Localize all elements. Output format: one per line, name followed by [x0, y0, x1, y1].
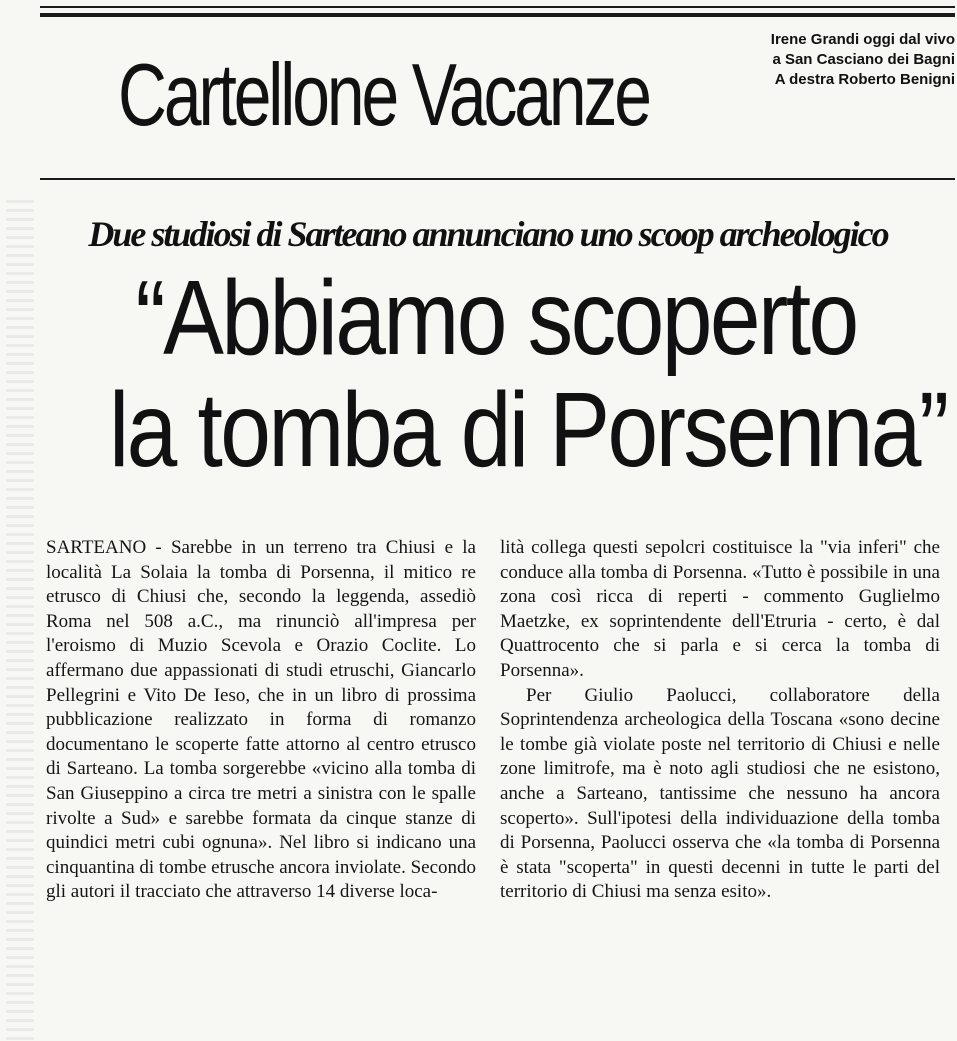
photo-caption-line: a San Casciano dei Bagni [772, 51, 955, 68]
article-deck: Due studiosi di Sarteano annunciano uno scoop archeologico [88, 214, 888, 254]
scan-margin-shadow [6, 200, 34, 1040]
top-rule-thick [40, 13, 955, 17]
headline-line: “Abbiamo scoperto [135, 259, 857, 377]
headline-line: la tomba di Porsenna” [109, 371, 947, 489]
photo-caption-line: A destra Roberto Benigni [774, 71, 955, 88]
article-paragraph: Per Giulio Paolucci, collaboratore della Soprintendenza archeologica della Toscana «sono decine le tombe già violate poste nel territorio di Chiusi e nelle zone limitrofe, ma è noto agli studiosi che ne esistono, anche a Sarteano, tantissime che nessuno ha ancora scoperto». Sull'ipotesi della individuazione della tomba di Porsenna, Paolucci osserva che «la tomba di Porsenna è stata "scoperta" in questi decenni in tutte le parti del territorio di Chiusi ma senza esito». [500, 684, 940, 903]
article-column-left [46, 536, 476, 905]
section-title: Cartellone Vacanze [118, 45, 649, 144]
article-column-right [500, 536, 940, 905]
photo-caption-line: Irene Grandi oggi dal vivo [770, 31, 955, 48]
article-headline [46, 259, 947, 489]
section-divider [40, 178, 955, 180]
photo-caption [690, 30, 955, 90]
article-paragraph: lità collega questi sepolcri costituisce la "via inferi" che conduce alla tomba di Porsenna. «Tutto è possibile in una zona così ricca di reperti - commento Guglielmo Maetzke, ex soprintendente dell'Etruria - certo, è dal Quattrocento che si parla e si cerca la tomba di Porsenna». [500, 537, 940, 681]
article-paragraph: SARTEANO - Sarebbe in un terreno tra Chiusi e la località La Solaia la tomba di Porsenna, il mitico re etrusco di Chiusi che, secondo la leggenda, assediò Roma nel 508 a.C., ma rinunciò all'impresa per l'eroismo di Muzio Scevola e Orazio Coclite. Lo affermano due appassionati di studi etruschi, Giancarlo Pellegrini e Vito De Ieso, che in un libro di prossima pubblicazione realizzato in forma di romanzo documentano le scoperte fatte attorno al centro etrusco di Sarteano. La tomba sorgerebbe «vicino alla tomba di San Giuseppino a circa tre metri a sinistra con le spalle rivolte a Sud» e sarebbe formata da cinque stanze di quindici metri cubi ognuna». Nel libro si indicano una cinquantina di tombe etrusche ancora inviolate. Secondo gli autori il tracciato che attraverso 14 diverse loca- [46, 537, 476, 903]
top-rule-thin [40, 6, 955, 8]
